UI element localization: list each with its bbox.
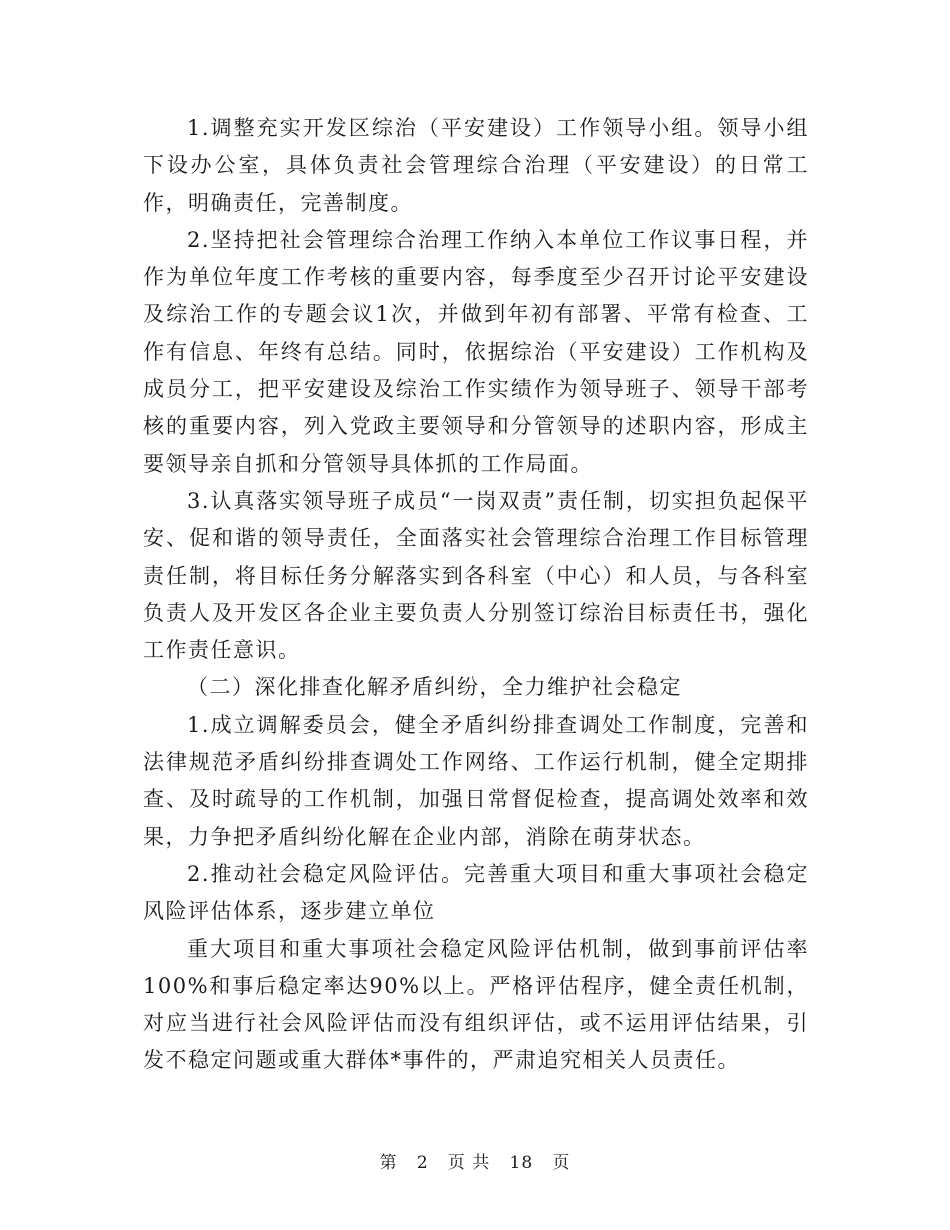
paragraph-1: 1.调整充实开发区综治（平安建设）工作领导小组。领导小组下设办公室，具体负责社会管理综合治理（平安建设）的日常工作，明确责任，完善制度。: [143, 116, 809, 215]
page-footer: [0, 1148, 950, 1173]
paragraph-5: 2.推动社会稳定风险评估。完善重大项目和重大事项社会稳定风险评估体系，逐步建立单位: [143, 861, 809, 924]
paragraph-4: 1.成立调解委员会，健全矛盾纠纷排查调处工作制度，完善和法律规范矛盾纠纷排查调处工作网络、工作运行机制，健全定期排查、及时疏导的工作机制，加强日常督促检查，提高调处效率和效果，力争把矛盾纠纷化解在企业内部，消除在萌芽状态。: [143, 712, 809, 849]
paragraph-2: 2.坚持把社会管理综合治理工作纳入本单位工作议事日程，并作为单位年度工作考核的重要内容，每季度至少召开讨论平安建设及综治工作的专题会议1次，并做到年初有部署、平常有检查、工作有信息、年终有总结。同时，依据综治（平安建设）工作机构及成员分工，把平安建设及综治工作实绩作为领导班子、领导干部考核的重要内容，列入党政主要领导和分管领导的述职内容，形成主要领导亲自抓和分管领导具体抓的工作局面。: [143, 227, 809, 476]
footer-prefix: 第: [379, 1153, 398, 1173]
paragraph-6: 重大项目和重大事项社会稳定风险评估机制，做到事前评估率100%和事后稳定率达90%以上。严格评估程序，健全责任机制，对应当进行社会风险评估而没有组织评估，或不运用评估结果，引发不稳定问题或重大群体*事件的，严肃追究相关人员责任。: [143, 936, 809, 1073]
paragraph-3: 3.认真落实领导班子成员“一岗双责”责任制，切实担负起保平安、促和谐的领导责任，全面落实社会管理综合治理工作目标管理责任制，将目标任务分解落实到各科室（中心）和人员，与各科室负责人及开发区各企业主要负责人分别签订综治目标责任书，强化工作责任意识。: [143, 488, 809, 663]
section-heading: （二）深化排查化解矛盾纠纷，全力维护社会稳定: [187, 675, 682, 700]
document-body: [143, 110, 809, 1080]
footer-total-pages: 18: [509, 1153, 534, 1173]
footer-middle: 页 共: [447, 1153, 491, 1173]
footer-current-page: 2: [416, 1153, 429, 1173]
footer-suffix: 页: [552, 1153, 571, 1173]
